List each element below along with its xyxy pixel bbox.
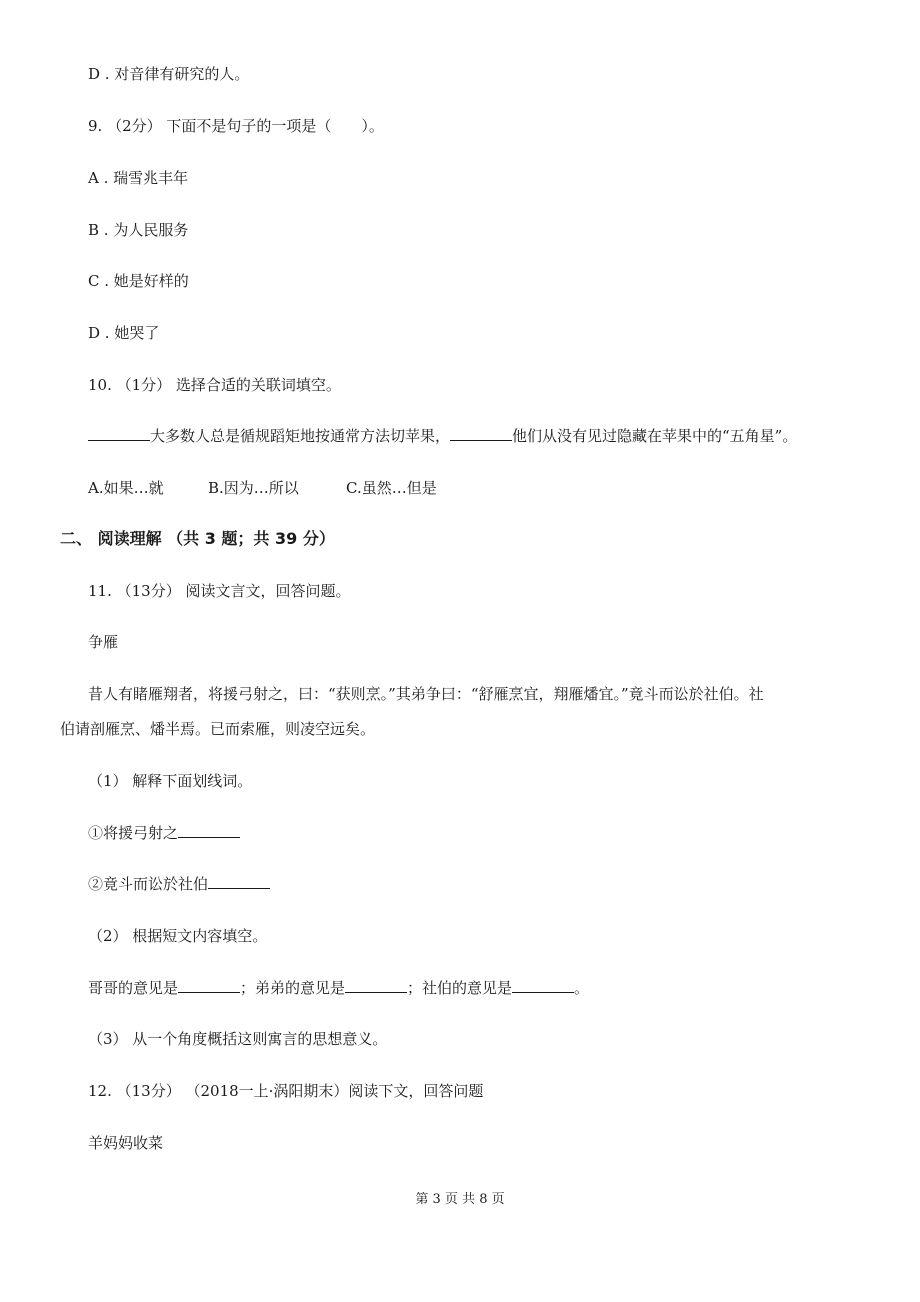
q11-sub1-label: （1） 解释下面划线词。 [88,772,253,790]
q9-stem: 9. （2分） 下面不是句子的一项是（ ）。 [88,117,384,135]
q8-option-d: D . 对音律有研究的人。 [88,65,250,83]
q10-stem: 10. （1分） 选择合适的关联词填空。 [88,376,341,394]
q11-stem: 11. （13分） 阅读文言文，回答问题。 [88,582,351,600]
q11-sub2-part1: 哥哥的意见是 [88,979,179,997]
q11-sub2-fill [88,978,589,998]
q11-sub2-part4: 。 [574,979,590,997]
q9-option-b: B . 为人民服务 [88,221,189,239]
q11-sub3-label: （3） 从一个角度概括这则寓言的思想意义。 [88,1030,388,1048]
q11-title: 争雁 [88,633,119,651]
blank [178,978,240,993]
q10-choice-b: B.因为…所以 [208,479,299,497]
q10-sentence [88,426,797,446]
q11-sub1-item1-text: ①将援弓射之 [88,824,179,842]
q10-sentence-part1: 大多数人总是循规蹈矩地按通常方法切苹果， [150,427,451,445]
q9-option-d: D . 她哭了 [88,324,160,342]
blank [450,426,512,441]
blank [208,874,270,889]
q11-passage-line2: 伯请剖雁烹、燔半焉。已而索雁，则凌空远矣。 [60,720,376,738]
q11-sub2-part3: ；社伯的意见是 [407,979,513,997]
q11-sub1-item1 [88,823,240,843]
q11-sub2-part2: ；弟弟的意见是 [240,979,346,997]
blank [88,426,150,441]
q12-stem: 12. （13分） （2018一上·涡阳期末）阅读下文，回答问题 [88,1082,484,1100]
q12-title: 羊妈妈收菜 [88,1134,164,1152]
q10-choice-a: A.如果…就 [88,479,164,497]
blank [345,978,407,993]
q10-sentence-part2: 他们从没有见过隐藏在苹果中的“五角星”。 [512,427,798,445]
page-footer: 第 3 页 共 8 页 [415,1192,505,1207]
q9-option-c: C . 她是好样的 [88,272,189,290]
q11-passage-line1: 昔人有睹雁翔者，将援弓射之，曰：“获则烹。”其弟争曰：“舒雁烹宜，翔雁燔宜。”竟斗而讼於社伯。社 [88,685,764,703]
q11-sub1-item2 [88,874,270,894]
q11-sub2-label: （2） 根据短文内容填空。 [88,927,268,945]
blank [178,823,240,838]
q10-choice-c: C.虽然…但是 [346,479,437,497]
section-2-heading: 二、 阅读理解 （共 3 题；共 39 分） [60,529,335,548]
blank [512,978,574,993]
q9-option-a: A . 瑞雪兆丰年 [88,169,189,187]
q11-sub1-item2-text: ②竟斗而讼於社伯 [88,875,209,893]
